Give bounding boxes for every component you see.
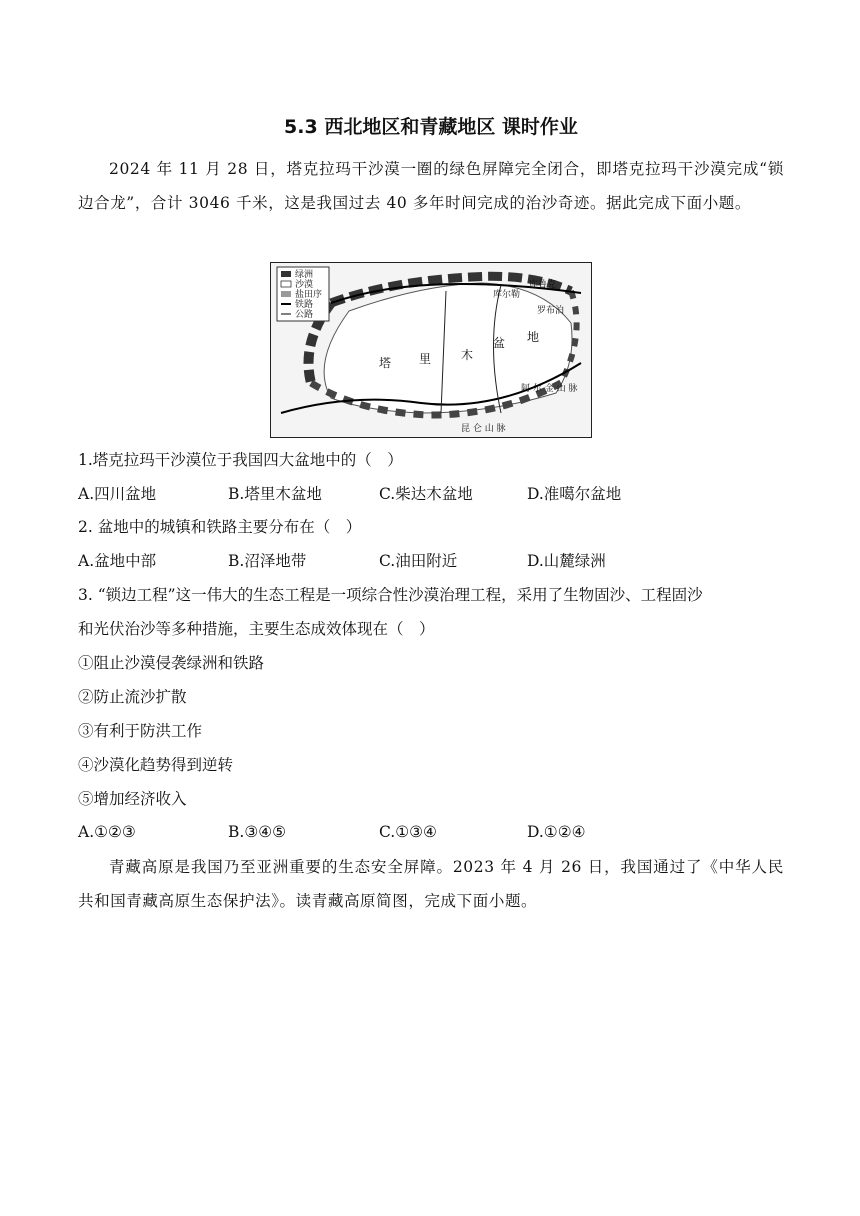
- q3-option-d[interactable]: D.①②④: [527, 823, 586, 841]
- map-label-ta: 塔: [379, 356, 392, 370]
- map-label-di: 地: [527, 330, 540, 344]
- q2-option-b[interactable]: B.沼泽地带: [228, 552, 307, 570]
- tarim-basin-map: [270, 262, 592, 438]
- question-2-stem: 2. 盆地中的城镇和铁路主要分布在（ ）: [78, 518, 362, 536]
- q3-option-c[interactable]: C.①③④: [379, 823, 437, 841]
- q1-option-c[interactable]: C.柴达木盆地: [379, 485, 473, 503]
- intro-paragraph-2: 青藏高原是我国乃至亚洲重要的生态安全屏障。2023 年 4 月 26 日，我国通过了《中华人民共和国青藏高原生态保护法》。读青藏高原简图，完成下面小题。: [78, 858, 784, 910]
- question-3-stem-line-1: 3. “锁边工程”这一伟大的生态工程是一项综合性沙漠治理工程，采用了生物固沙、工程固沙: [78, 586, 703, 604]
- question-3-stem-line-2: 和光伏治沙等多种措施，主要生态成效体现在（ ）: [78, 620, 435, 638]
- q2-option-c[interactable]: C.油田附近: [379, 552, 458, 570]
- legend-oasis: 绿洲: [295, 270, 314, 280]
- q1-option-b[interactable]: B.塔里木盆地: [228, 485, 322, 503]
- map-label-kuerle: 库尔勒: [493, 290, 521, 300]
- q1-option-d[interactable]: D.准噶尔盆地: [527, 485, 622, 503]
- map-label-pen: 盆: [493, 336, 506, 350]
- map-label-altun: 阿 尔 金 山 脉: [521, 384, 578, 394]
- map-label-kuluke: 库鲁克: [529, 280, 557, 290]
- q3-item-2: ②防止流沙扩散: [78, 688, 187, 706]
- q3-item-3: ③有利于防洪工作: [78, 722, 203, 740]
- legend-highway: 公路: [295, 310, 314, 320]
- q2-option-a[interactable]: A.盆地中部: [78, 552, 157, 570]
- map-label-mu: 木: [461, 348, 474, 362]
- q3-item-4: ④沙漠化趋势得到逆转: [78, 756, 234, 774]
- map-label-luobupo: 罗布泊: [537, 306, 565, 316]
- q3-item-5: ⑤增加经济收入: [78, 790, 187, 808]
- q2-option-d[interactable]: D.山麓绿洲: [527, 552, 606, 570]
- map-figure: [271, 263, 591, 437]
- q3-option-b[interactable]: B.③④⑤: [228, 823, 287, 841]
- q3-item-1: ①阻止沙漠侵袭绿洲和铁路: [78, 654, 265, 672]
- q3-option-a[interactable]: A.①②③: [78, 823, 136, 841]
- legend-railway: 铁路: [295, 300, 314, 310]
- q1-option-a[interactable]: A.四川盆地: [78, 485, 157, 503]
- legend-desert: 沙漠: [295, 280, 314, 290]
- page-title: 5.3 西北地区和青藏地区 课时作业: [284, 116, 578, 138]
- intro-paragraph-1: 2024 年 11 月 28 日，塔克拉玛干沙漠一圈的绿色屏障完全闭合，即塔克拉玛干沙漠完成“锁边合龙”，合计 3046 千米，这是我国过去 40 多年时间完成的治沙奇迹。据此完成下面小题。: [78, 160, 784, 212]
- map-label-kunlun: 昆 仑 山 脉: [461, 424, 506, 434]
- legend-salt: 盐田序: [295, 290, 323, 300]
- question-1-stem: 1.塔克拉玛干沙漠位于我国四大盆地中的（ ）: [78, 451, 403, 469]
- map-label-li: 里: [419, 352, 432, 366]
